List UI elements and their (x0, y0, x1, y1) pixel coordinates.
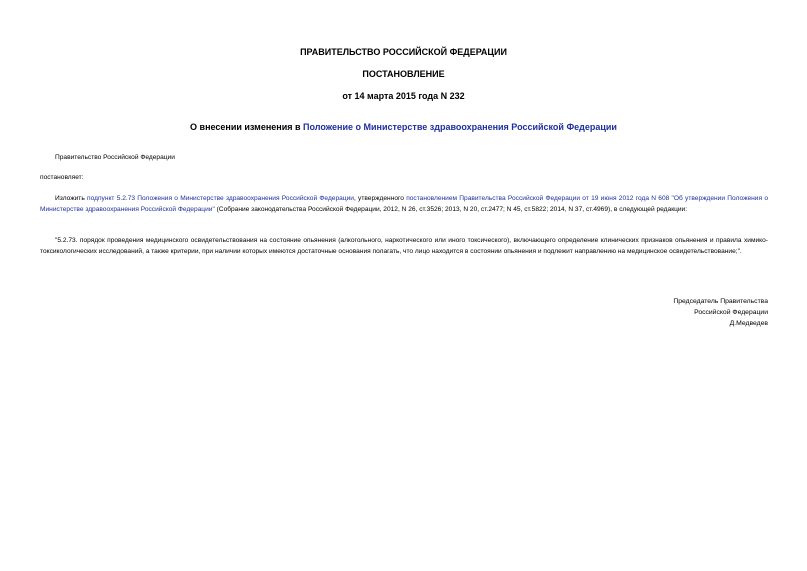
paragraph-government: Правительство Российской Федерации (55, 154, 175, 161)
paragraph-new-wording: "5.2.73. порядок проведения медицинского освидетельствования на состояние опьянения (алкогольного, наркотического или иного токсического), включающего определение клинических признаков опьянения и правила химико-токсикологических исследований, а также критерии, при наличии которых имеются достаточные основания полагать, что лицо находится в состоянии опьянения и подлежит направлению на медицинское освидетельствование;". (40, 237, 768, 255)
subparagraph-link[interactable]: подпункт 5.2.73 Положения о Министерстве здравоохранения Российской Федерации (87, 195, 354, 202)
paragraph-amendment (40, 194, 768, 215)
signature-line-3: Д.Медведев (729, 320, 768, 327)
signature-line-1: Председатель Правительства (673, 298, 768, 305)
paragraph-decrees: постановляет: (40, 174, 84, 181)
date-number-heading: от 14 марта 2015 года N 232 (342, 91, 465, 101)
amendment-text-1: Изложить (55, 195, 88, 202)
title-link[interactable]: Положение о Министерстве здравоохранения Российской Федерации (303, 122, 617, 132)
org-heading: ПРАВИТЕЛЬСТВО РОССИЙСКОЙ ФЕДЕРАЦИИ (300, 47, 507, 57)
signature-line-2: Российской Федерации (694, 309, 768, 316)
document-title (0, 122, 807, 132)
amendment-text-3: (Собрание законодательства Российской Федерации, 2012, N 26, ст.3526; 2013, N 20, ст.2477; N 45, ст.5822; 2014, N 37, ст.4969), в следующей редакции: (214, 205, 688, 213)
doc-type-heading: ПОСТАНОВЛЕНИЕ (362, 69, 445, 79)
resolution-link[interactable]: постановлением Правительства Российской Федерации от 19 июня 2012 года N 608 "Об утверждении Положения о Министерстве здравоохранения Российской Федерации" (40, 195, 768, 213)
signature-block (673, 296, 768, 329)
amendment-text-2: , утвержденного (353, 195, 407, 202)
title-prefix: О внесении изменения в (190, 122, 304, 132)
